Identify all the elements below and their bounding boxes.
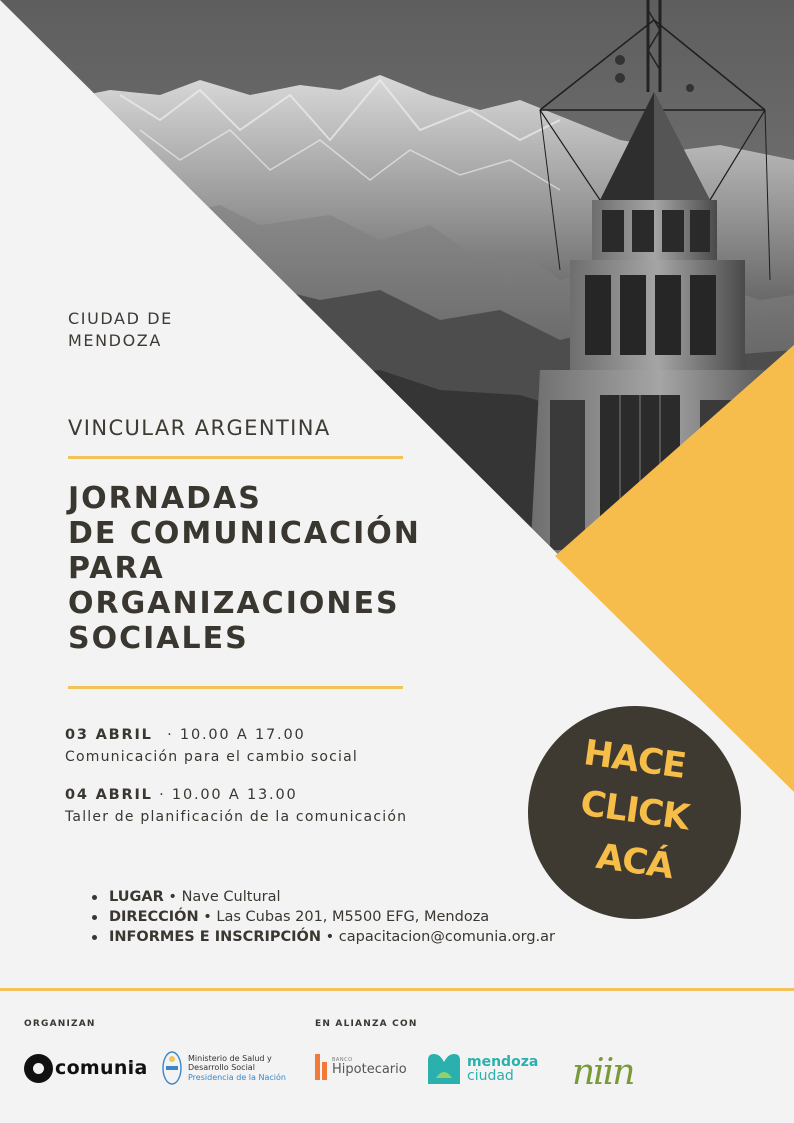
event-details-list bbox=[90, 887, 555, 947]
footer-divider bbox=[0, 988, 794, 991]
session-2-description: Taller de planificación de la comunicación bbox=[65, 809, 408, 825]
argentina-seal-icon bbox=[162, 1050, 182, 1086]
title-line-1: JORNADAS bbox=[68, 481, 262, 516]
event-title bbox=[68, 481, 488, 656]
location-label bbox=[68, 308, 198, 352]
session-2 bbox=[65, 787, 407, 825]
comunia-logo-text: comunia bbox=[55, 1057, 148, 1079]
detail-address-value: • Las Cubas 201, M5500 EFG, Mendoza bbox=[198, 909, 490, 925]
ministerio-line-1: Ministerio de Salud y bbox=[188, 1053, 272, 1063]
detail-venue-label: LUGAR bbox=[109, 889, 164, 905]
cta-line-2: CLICK bbox=[577, 783, 692, 839]
ministerio-line-3: Presidencia de la Nación bbox=[188, 1072, 286, 1082]
banco-hipotecario-logo bbox=[315, 1054, 407, 1080]
detail-contact-label: INFORMES E INSCRIPCIÓN bbox=[109, 929, 322, 945]
detail-address-label: DIRECCIÓN bbox=[109, 909, 199, 925]
cta-line-1: HACE bbox=[581, 733, 688, 787]
ministerio-logo bbox=[162, 1050, 286, 1086]
hipotecario-bar-icon bbox=[315, 1054, 329, 1080]
detail-contact-value[interactable]: • capacitacion@comunia.org.ar bbox=[321, 929, 555, 945]
comunia-logo bbox=[24, 1052, 148, 1084]
mendoza-line-2: ciudad bbox=[467, 1068, 514, 1084]
mendoza-ciudad-logo bbox=[426, 1052, 538, 1086]
organizers-label: ORGANIZAN bbox=[24, 1019, 96, 1029]
mendoza-line-1: mendoza bbox=[467, 1054, 539, 1070]
location-text: CIUDAD DE MENDOZA bbox=[68, 309, 173, 350]
hipotecario-text: Hipotecario bbox=[332, 1062, 407, 1077]
hipotecario-small-text: BANCO bbox=[332, 1057, 353, 1063]
detail-address bbox=[90, 907, 555, 927]
session-1-date: 03 ABRIL bbox=[65, 727, 153, 743]
session-2-date: 04 ABRIL bbox=[65, 787, 153, 803]
mendoza-m-icon bbox=[426, 1052, 462, 1086]
organization-label: VINCULAR ARGENTINA bbox=[68, 416, 331, 440]
title-line-2: DE COMUNICACIÓN bbox=[68, 516, 421, 551]
session-1 bbox=[65, 727, 358, 765]
click-here-button[interactable] bbox=[528, 706, 741, 919]
detail-venue bbox=[90, 887, 555, 907]
divider-top bbox=[68, 456, 403, 459]
session-1-description: Comunicación para el cambio social bbox=[65, 749, 358, 765]
divider-bottom bbox=[68, 686, 403, 689]
detail-contact bbox=[90, 927, 555, 947]
title-line-5: SOCIALES bbox=[68, 621, 249, 656]
comunia-circle-icon bbox=[24, 1054, 53, 1083]
ministerio-line-2: Desarrollo Social bbox=[188, 1063, 255, 1073]
title-line-3: PARA bbox=[68, 551, 165, 586]
niin-logo: niin bbox=[572, 1052, 634, 1093]
title-line-4: ORGANIZACIONES bbox=[68, 586, 400, 621]
partners-label: EN ALIANZA CON bbox=[315, 1019, 418, 1029]
session-1-time: · 10.00 A 17.00 bbox=[160, 727, 306, 743]
cta-line-3: ACÁ bbox=[593, 836, 676, 888]
session-2-time: · 10.00 A 13.00 bbox=[152, 787, 298, 803]
detail-venue-value: • Nave Cultural bbox=[163, 889, 281, 905]
